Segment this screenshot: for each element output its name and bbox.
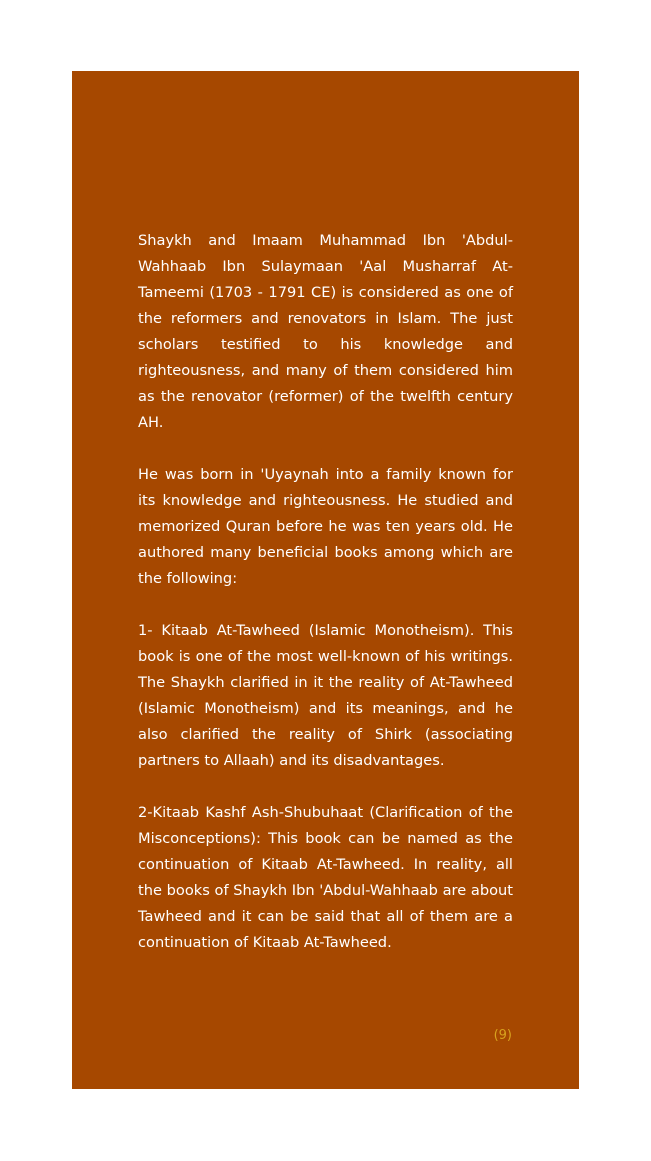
- page-panel: [72, 71, 579, 1089]
- body-text: [138, 228, 513, 982]
- paragraph-early-life: He was born in 'Uyaynah into a family known for its knowledge and righteousness. He studied and memorized Quran before he was ten years old. He authored many beneficial books among which are the following:: [138, 466, 513, 587]
- paragraph-biography: Shaykh and Imaam Muhammad Ibn 'Abdul-Wahhaab Ibn Sulaymaan 'Aal Musharraf At-Tameemi (1703 - 1791 CE) is considered as one of the reformers and renovators in Islam. The just scholars testified to his knowledge and righteousness, and many of them considered him as the renovator (reformer) of the twelfth century AH.: [138, 232, 513, 431]
- page-number: (9): [493, 1028, 512, 1043]
- paragraph-kashf-ash-shubuhaat: 2-Kitaab Kashf Ash-Shubuhaat (Clarification of the Misconceptions): This book can be named as the continuation of Kitaab At-Tawheed. In reality, all the books of Shaykh Ibn 'Abdul-Wahhaab are about Tawheed and it can be said that all of them are a continuation of Kitaab At-Tawheed.: [138, 804, 513, 951]
- paragraph-kitaab-at-tawheed: 1- Kitaab At-Tawheed (Islamic Monotheism). This book is one of the most well-known of his writings. The Shaykh clarified in it the reality of At-Tawheed (Islamic Monotheism) and its meanings, and he also clarified the reality of Shirk (associating partners to Allaah) and its disadvantages.: [138, 622, 513, 769]
